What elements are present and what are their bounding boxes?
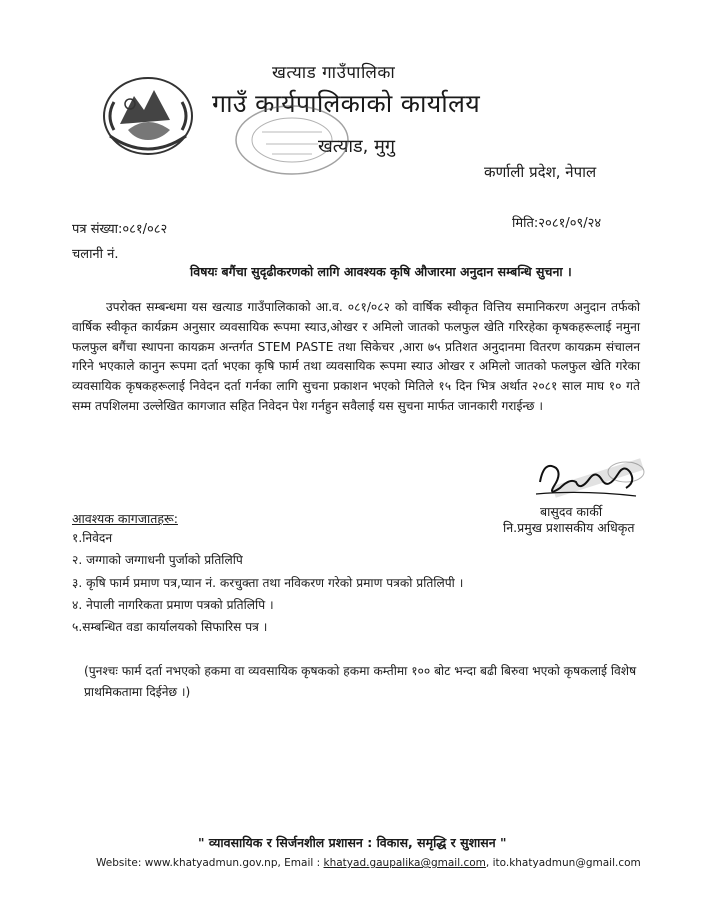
signer-name: बासुदव कार्की [540, 504, 603, 519]
province-name: कर्णाली प्रदेश, नेपाल [484, 163, 597, 181]
office-name: गाउँ कार्यपालिकाको कार्यालय [212, 89, 481, 118]
footer-slogan: " व्यावसायिक र सिर्जनशील प्रशासन : विकास, समृद्धि र सुशासन " [198, 835, 507, 850]
email-link[interactable]: khatyad.gaupalika@gmail.com [323, 857, 486, 869]
signer-title: नि.प्रमुख प्रशासकीय अधिकृत [503, 520, 635, 535]
letter-date: मिति:२०८१/०९/२४ [512, 216, 602, 231]
footer-contact [96, 857, 641, 869]
office-place: खत्याड, मुगु [318, 136, 396, 157]
letter-body: उपरोक्त सम्बन्धमा यस खत्याड गाउँपालिकाको आ.व. ०८१/०८२ को वार्षिक स्वीकृत वित्तिय समानिकरण अनुदान तर्फको वार्षिक स्वीकृत कार्यक्रम अनुसार व्यवसायिक रूपमा स्याउ,ओखर र अमिलो जातको फलफुल खेति गरिरहेका कृषकहरूलाई नमुना फलफुल बगैंचा स्थापना कायक्रम अन्तर्गत STEM PASTE तथा सिकेचर ,आरा ७५ प्रतिशत अनुदानमा वितरण कायक्रम संचालन गरिने भएकाले कानुन रूपमा दर्ता भएका कृषि फार्म तथा व्यवसायिक रूपमा स्याउ ओखर र अमिलो जातको फलफुल खेति गरेका व्यवसायिक कृषकहरूलाई निवेदन दर्ता गर्नका लागि सुचना प्रकाशन भएको मितिले १५ दिन भित्र अर्थात २०८१ साल माघ १० गते सम्म तपशिलमा उल्लेखित कागजात सहित निवेदन पेश गर्नहुन सवैलाई यस सुचना मार्फत जानकारी गराईन्छ । [72, 300, 640, 413]
list-item: ५.सम्बन्धित वडा कार्यालयको सिफारिस पत्र । [72, 620, 268, 635]
website-text: Website: www.khatyadmun.gov.np, Email : [96, 857, 324, 869]
reference-number: पत्र संख्या:०८१/०८२ [72, 222, 168, 237]
letter-subject: विषयः बगैंचा सुदृढीकरणको लागि आवश्यक कृषि औजारमा अनुदान सम्बन्धि सुचना । [190, 264, 572, 279]
email-separator: , [485, 857, 490, 869]
email-secondary[interactable]: ito.khatyadmun@gmail.com [489, 857, 641, 869]
documents-list [72, 527, 463, 638]
handwritten-signature-icon [532, 452, 644, 502]
documents-heading: आवश्यक कागजातहरू: [72, 511, 178, 526]
list-item: ३. कृषि फार्म प्रमाण पत्र,प्यान नं. करचुक्ता तथा नविकरण गरेको प्रमाण पत्रको प्रतिलिपी । [72, 575, 464, 590]
nepal-emblem-icon [100, 74, 196, 156]
org-name: खत्याड गाउँपालिका [272, 63, 396, 83]
postscript-note: (पुनश्चः फार्म दर्ता नभएको हकमा वा व्यवसायिक कृषकको हकमा कम्तीमा १०० बोट भन्दा बढी बिरुवा भएको कृषकलाई विशेष प्राथमिकतामा दिईनेछ ।) [84, 664, 637, 699]
list-item: १.निवेदन [72, 531, 113, 545]
office-seal-stamp-icon [232, 102, 352, 178]
dispatch-number: चलानी नं. [72, 247, 119, 262]
list-item: २. जग्गाको जग्गाधनी पुर्जाको प्रतिलिपि [72, 553, 243, 568]
list-item: ४. नेपाली नागरिकता प्रमाण पत्रको प्रतिलिपि । [72, 597, 274, 612]
